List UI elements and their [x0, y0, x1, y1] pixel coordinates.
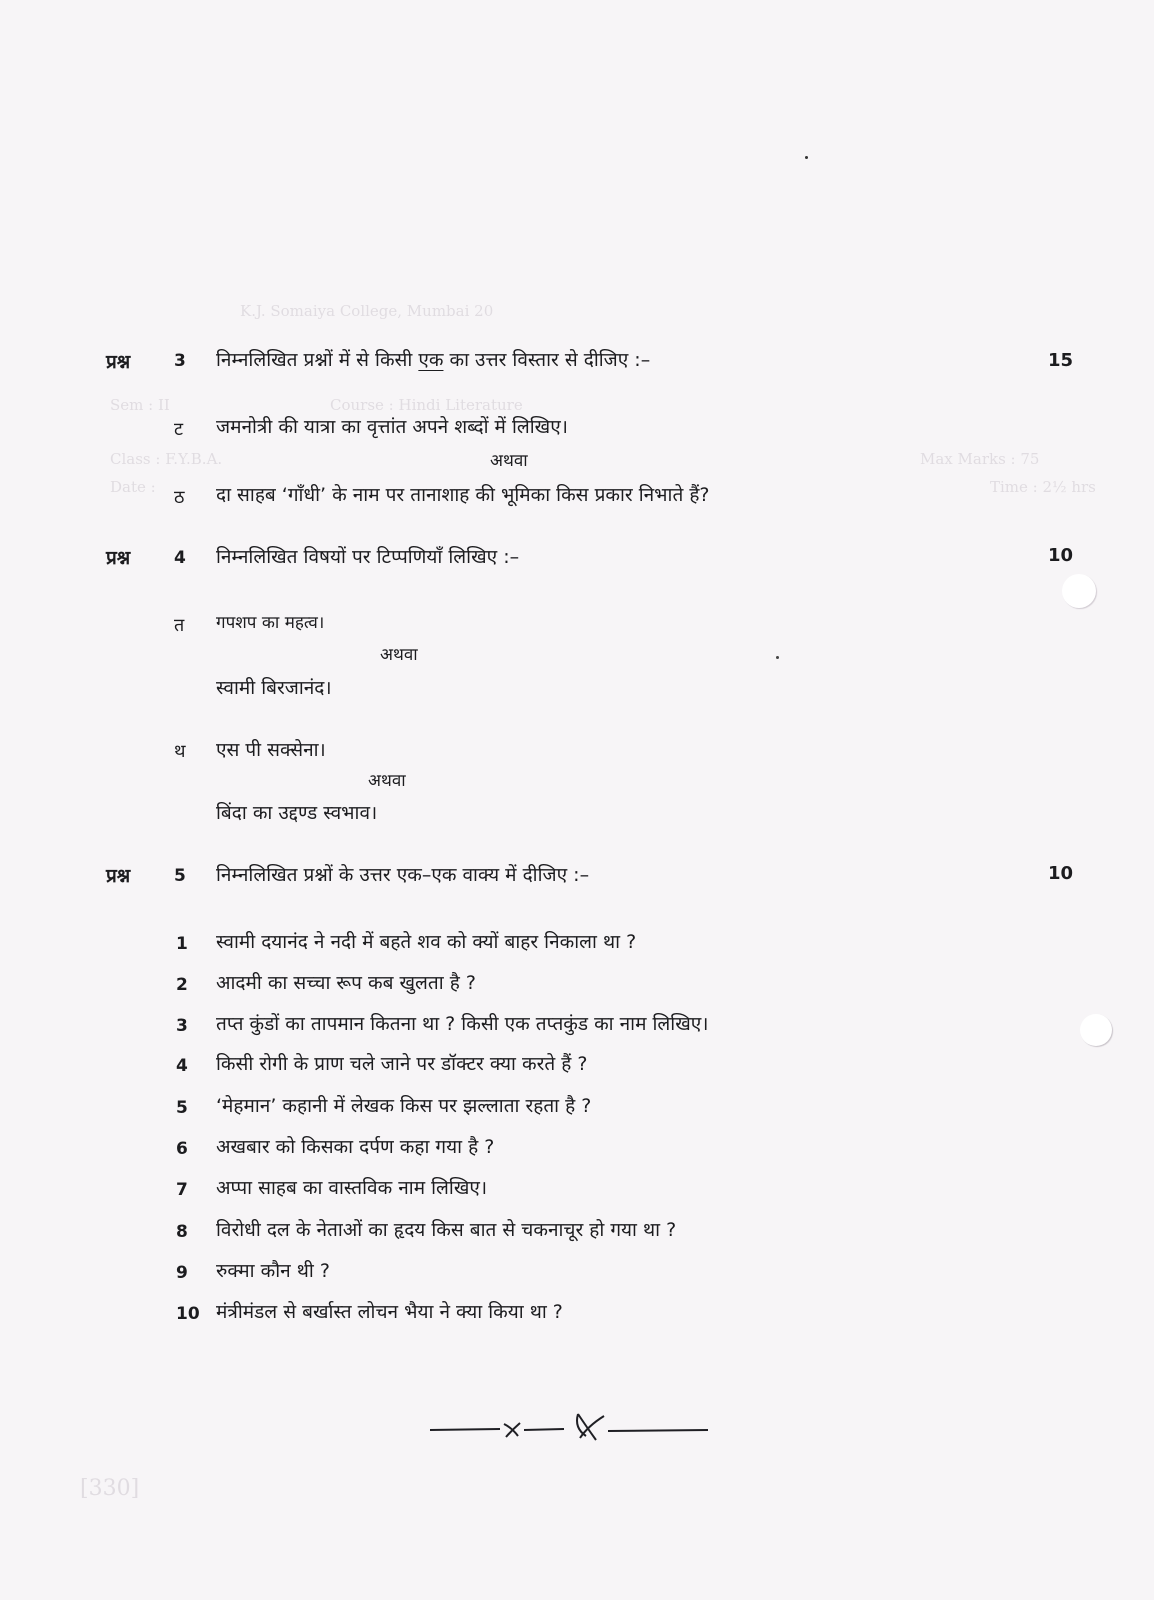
q3-marks: 15 [1048, 350, 1074, 371]
bleed-time: Time : 2½ hrs [990, 478, 1096, 496]
q5-item-number: 7 [176, 1180, 188, 1200]
q4-part-a-or: अथवा [380, 645, 418, 665]
q3-or: अथवा [490, 451, 528, 471]
q4-part-a-first: गपशप का महत्व। [216, 613, 325, 633]
q4-part-b-second: बिंदा का उद्दण्ड स्वभाव। [216, 802, 378, 824]
speck [776, 656, 779, 659]
q3-option-a-marker: ट [174, 419, 184, 440]
q4-marks: 10 [1048, 545, 1074, 566]
q4-part-b-marker: थ [174, 741, 186, 762]
q5-item-number: 9 [176, 1263, 188, 1283]
q5-item-text: तप्त कुंडों का तापमान कितना था ? किसी एक तप्तकुंड का नाम लिखिए। [216, 1013, 709, 1035]
q3-prompt-post: का उत्तर विस्तार से दीजिए :– [443, 349, 651, 371]
q5-item-text: अप्पा साहब का वास्तविक नाम लिखिए। [216, 1177, 488, 1199]
q5-item-text: विरोधी दल के नेताओं का हृदय किस बात से चकनाचूर हो गया था ? [216, 1219, 677, 1241]
q5-prompt: निम्नलिखित प्रश्नों के उत्तर एक–एक वाक्य में दीजिए :– [216, 864, 590, 886]
q4-part-a-marker: त [174, 615, 185, 636]
q3-number: 3 [174, 351, 186, 371]
q5-item-number: 6 [176, 1139, 188, 1159]
q3-prompt-underlined: एक [418, 349, 444, 371]
q5-item-number: 1 [176, 934, 188, 954]
q5-marks: 10 [1048, 863, 1074, 884]
q4-part-b-or: अथवा [368, 771, 406, 791]
q5-item-text: स्वामी दयानंद ने नदी में बहते शव को क्यों बाहर निकाला था ? [216, 931, 637, 953]
speck [805, 156, 808, 159]
q5-number: 5 [174, 866, 186, 886]
q5-item-text: मंत्रीमंडल से बर्खास्त लोचन भैया ने क्या किया था ? [216, 1301, 563, 1323]
q5-item-number: 2 [176, 975, 188, 995]
q4-part-a-second: स्वामी बिरजानंद। [216, 677, 332, 699]
q4-part-b-first: एस पी सक्सेना। [216, 739, 326, 761]
q3-prompt-pre: निम्नलिखित प्रश्नों में से किसी [216, 349, 419, 371]
q3-option-b: दा साहब ‘गाँधी’ के नाम पर तानाशाह की भूमिका किस प्रकार निभाते हैं? [216, 484, 710, 506]
punch-hole [1080, 1014, 1112, 1046]
punch-hole [1062, 574, 1096, 608]
q5-label: प्रश्न [106, 865, 131, 887]
q5-item-number: 3 [176, 1016, 188, 1036]
q3-label: प्रश्न [106, 351, 131, 373]
q5-item-text: रुक्मा कौन थी ? [216, 1260, 330, 1282]
end-of-paper-mark [428, 1406, 718, 1450]
bleed-college: K.J. Somaiya College, Mumbai 20 [240, 302, 494, 320]
q5-item-text: अखबार को किसका दर्पण कहा गया है ? [216, 1136, 495, 1158]
q4-label: प्रश्न [106, 547, 131, 569]
q3-option-b-marker: ठ [174, 487, 185, 508]
q5-item-number: 4 [176, 1056, 188, 1076]
q3-option-a: जमनोत्री की यात्रा का वृत्तांत अपने शब्दों में लिखिए। [216, 416, 568, 438]
q5-item-text: ‘मेहमान’ कहानी में लेखक किस पर झल्लाता रहता है ? [216, 1095, 592, 1117]
q3-prompt [216, 346, 650, 372]
bleed-date: Date : [110, 478, 156, 496]
bleed-course: Course : Hindi Literature [330, 396, 523, 414]
q4-number: 4 [174, 548, 186, 568]
q4-prompt: निम्नलिखित विषयों पर टिप्पणियाँ लिखिए :– [216, 546, 520, 568]
q5-item-text: आदमी का सच्चा रूप कब खुलता है ? [216, 972, 476, 994]
q5-item-number: 8 [176, 1222, 188, 1242]
bleed-max-marks: Max Marks : 75 [920, 450, 1040, 468]
q5-item-number: 5 [176, 1098, 188, 1118]
q5-item-number: 10 [176, 1304, 200, 1324]
q5-item-text: किसी रोगी के प्राण चले जाने पर डॉक्टर क्या करते हैं ? [216, 1053, 588, 1075]
bleed-class: Class : F.Y.B.A. [110, 450, 223, 468]
bleed-page-no: [330] [80, 1476, 140, 1501]
bleed-sem: Sem : II [110, 396, 170, 414]
